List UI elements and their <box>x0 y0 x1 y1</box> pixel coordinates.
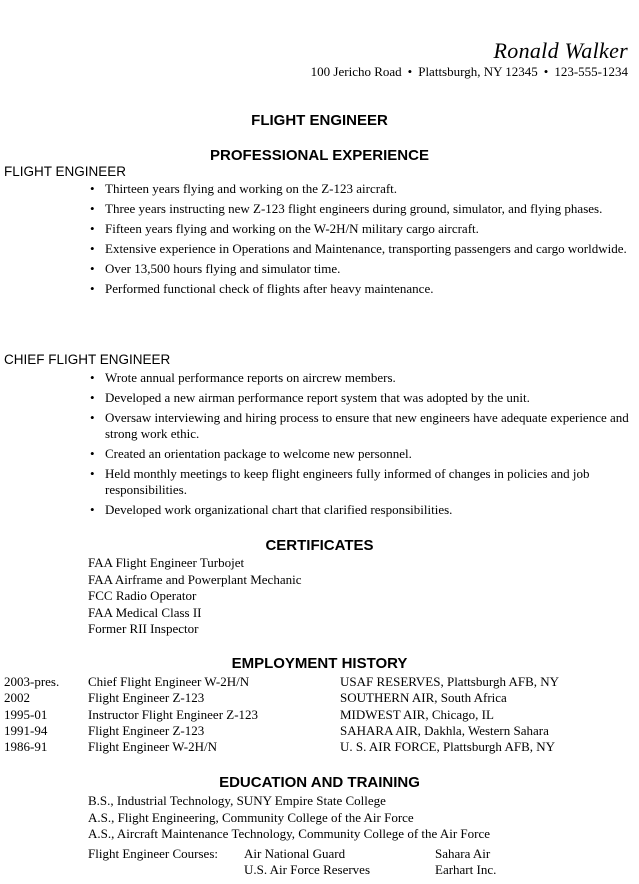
employment-position: Chief Flight Engineer W-2H/N <box>88 674 250 689</box>
employment-heading: EMPLOYMENT HISTORY <box>231 655 408 672</box>
employment-row <box>4 739 634 755</box>
chief-flight-engineer-bullets <box>90 370 630 522</box>
employment-dates: 2002 <box>4 690 30 705</box>
bullet-item: • Wrote annual performance reports on aircrew members. <box>90 370 630 386</box>
degrees-list <box>88 793 490 843</box>
bullet-item: • Created an orientation package to welcome new personnel. <box>90 446 630 462</box>
separator-dot: • <box>407 64 413 79</box>
employment-employer: USAF RESERVES, Plattsburgh AFB, NY <box>340 674 560 689</box>
certificate-item: FAA Flight Engineer Turbojet <box>88 555 245 570</box>
bullet-item: • Extensive experience in Operations and Maintenance, transporting passengers and cargo worldwide. <box>90 241 630 257</box>
flight-engineer-bullets <box>90 181 630 301</box>
bullet-item: • Three years instructing new Z-123 flight engineers during ground, simulator, and flying phases. <box>90 201 630 217</box>
employment-row <box>4 690 634 706</box>
employment-dates: 2003-pres. <box>4 674 60 689</box>
degree-item: A.S., Flight Engineering, Community College of the Air Force <box>88 809 414 825</box>
employment-employer: MIDWEST AIR, Chicago, IL <box>340 707 494 722</box>
certificate-item: FCC Radio Operator <box>88 588 197 603</box>
bullet-item: • Held monthly meetings to keep flight engineers fully informed of changes in policies and job responsibilities. <box>90 466 630 498</box>
bullet-item: • Over 13,500 hours flying and simulator time. <box>90 261 630 277</box>
experience-heading: PROFESSIONAL EXPERIENCE <box>210 147 429 164</box>
address: 100 Jericho Road <box>310 64 402 79</box>
course-item: Air National Guard <box>244 846 346 861</box>
degree-item: B.S., Industrial Technology, SUNY Empire State College <box>88 793 386 808</box>
resume-name: Ronald Walker <box>493 38 628 63</box>
phone: 123-555-1234 <box>554 64 628 79</box>
employment-position: Flight Engineer Z-123 <box>88 690 205 705</box>
courses-label: Flight Engineer Courses: <box>88 846 218 861</box>
job-title-chief-flight-engineer: CHIEF FLIGHT ENGINEER <box>4 352 171 367</box>
degree-item: A.S., Aircraft Maintenance Technology, Community College of the Air Force <box>88 826 491 841</box>
courses-row <box>88 846 628 862</box>
employment-position: Flight Engineer W-2H/N <box>88 739 218 754</box>
employment-row <box>4 674 634 690</box>
bullet-item: • Developed work organizational chart that clarified responsibilities. <box>90 502 630 518</box>
employment-position: Instructor Flight Engineer Z-123 <box>88 707 259 722</box>
employment-position: Flight Engineer Z-123 <box>88 723 205 738</box>
job-title-flight-engineer: FLIGHT ENGINEER <box>4 164 127 179</box>
bullet-item: • Oversaw interviewing and hiring process to ensure that new engineers have adequate experience and strong work ethic. <box>90 410 630 442</box>
course-item: Sahara Air <box>435 846 491 861</box>
certificates-heading: CERTIFICATES <box>265 537 374 554</box>
employment-row <box>4 723 634 739</box>
employment-employer: U. S. AIR FORCE, Plattsburgh AFB, NY <box>340 739 556 754</box>
contact-line <box>311 64 628 80</box>
employment-dates: 1991-94 <box>4 723 48 738</box>
city: Plattsburgh, NY 12345 <box>418 64 538 79</box>
education-heading: EDUCATION AND TRAINING <box>219 774 420 791</box>
courses-row <box>88 862 628 878</box>
certificate-item: FAA Medical Class II <box>88 604 202 620</box>
employment-dates: 1986-91 <box>4 739 48 754</box>
bullet-item: • Thirteen years flying and working on the Z-123 aircraft. <box>90 181 630 197</box>
certificates-list <box>88 555 301 638</box>
course-item: U.S. Air Force Reserves <box>244 862 371 877</box>
employment-employer: SAHARA AIR, Dakhla, Western Sahara <box>340 723 549 738</box>
bullet-item: • Fifteen years flying and working on the W-2H/N military cargo aircraft. <box>90 221 630 237</box>
course-item: Earhart Inc. <box>435 862 497 877</box>
separator-dot: • <box>543 64 549 79</box>
bullet-item: • Developed a new airman performance report system that was adopted by the unit. <box>90 390 630 406</box>
objective-title: FLIGHT ENGINEER <box>251 112 388 129</box>
certificate-item: Former RII Inspector <box>88 621 199 636</box>
employment-employer: SOUTHERN AIR, South Africa <box>340 690 507 705</box>
certificate-item: FAA Airframe and Powerplant Mechanic <box>88 571 302 587</box>
employment-dates: 1995-01 <box>4 707 48 722</box>
employment-row <box>4 707 634 723</box>
bullet-item: • Performed functional check of flights after heavy maintenance. <box>90 281 630 297</box>
